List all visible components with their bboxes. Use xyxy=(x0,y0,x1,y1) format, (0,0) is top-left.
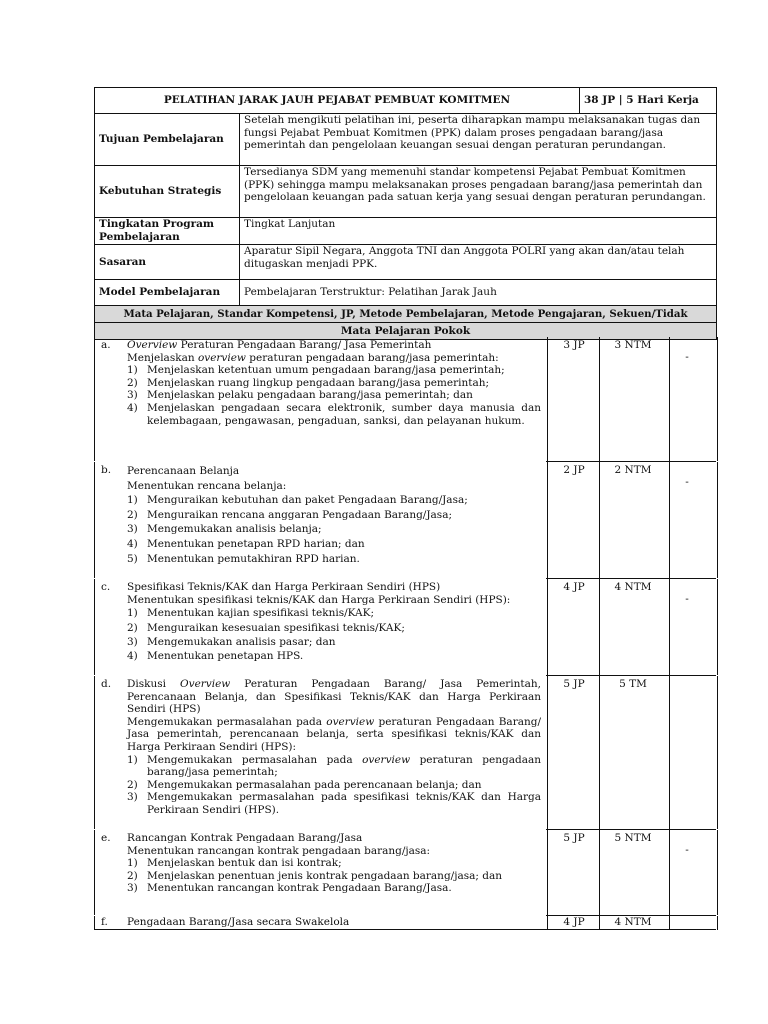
subject-method: 4 NTM xyxy=(614,581,652,593)
list-item: 3) Menjelaskan pelaku pengadaan barang/jasa pemerintah; dan xyxy=(127,389,473,402)
subject-body xyxy=(127,339,541,427)
subject-title: Rancangan Kontrak Pengadaan Barang/Jasa xyxy=(127,832,363,844)
list-item: 3) Mengemukakan analisis pasar; dan xyxy=(127,636,336,648)
list-item: 3) Mengemukakan analisis belanja; xyxy=(127,523,322,536)
subject-row-f xyxy=(94,916,718,930)
subject-jp: 5 JP xyxy=(563,678,585,690)
section-heading: Mata Pelajaran, Standar Kompetensi, JP, Metode Pembelajaran, Metode Pengajaran, Sekuen/Tidak xyxy=(95,306,717,323)
info-label-tingkatan: Tingkatan Program Pembelajaran xyxy=(95,218,240,245)
info-value-kebutuhan: Tersedianya SDM yang memenuhi standar kompetensi Pejabat Pembuat Komitmen (PPK) sehingga mampu melaksanakan proses pengadaan barang/jasa pemerintah dan pengelolaan keuangan pada satuan kerja yang sesuai dengan peraturan perundangan. xyxy=(240,166,717,218)
subject-letter: f. xyxy=(101,916,108,928)
subject-title: Spesifikasi Teknis/KAK dan Harga Perkiraan Sendiri (HPS) xyxy=(127,581,441,593)
info-label-sasaran: Sasaran xyxy=(95,245,240,280)
info-label-kebutuhan: Kebutuhan Strategis xyxy=(95,166,240,218)
subject-sequence: - xyxy=(685,476,689,488)
subject-body xyxy=(127,464,541,566)
list-item: 4) Menentukan penetapan HPS. xyxy=(127,650,304,663)
subject-title: Overview Peraturan Pengadaan Barang/ Jasa Pemerintah xyxy=(127,339,432,351)
list-item: 2) Mengemukakan permasalahan pada perencanaan belanja; dan xyxy=(127,778,482,791)
list-item: 2) Menjelaskan ruang lingkup pengadaan barang/jasa pemerintah; xyxy=(127,376,490,389)
list-item: 2) Menguraikan kesesuaian spesifikasi teknis/KAK; xyxy=(127,621,405,634)
subject-letter: a. xyxy=(101,339,111,351)
subject-method: 2 NTM xyxy=(614,464,652,476)
subject-row-c xyxy=(94,579,718,675)
competency-list xyxy=(127,857,541,895)
list-item: 1) Menentukan kajian spesifikasi teknis/KAK; xyxy=(127,607,375,620)
subject-body xyxy=(127,832,541,895)
list-item: 4) Menjelaskan pengadaan secara elektronik, sumber daya manusia dan kelembagaan, pengawasan, pengaduan, sanksi, dan pelayanan hukum. xyxy=(127,401,541,427)
subject-jp: 5 JP xyxy=(563,832,585,844)
list-item: 1) Menjelaskan ketentuan umum pengadaan barang/jasa pemerintah; xyxy=(127,364,505,377)
subject-sequence: - xyxy=(685,351,689,363)
subject-body xyxy=(127,581,541,664)
list-item: 5) Menentukan pemutakhiran RPD harian. xyxy=(127,552,360,565)
subject-title: Diskusi Overview Peraturan Pengadaan Barang/ Jasa Pemerintah, Perencanaan Belanja, dan Spesifikasi Teknis/KAK dan Harga Perkiraan Sendiri (HPS) xyxy=(127,678,541,716)
list-item: 2) Menjelaskan penentuan jenis kontrak pengadaan barang/jasa; dan xyxy=(127,869,502,882)
info-value-sasaran: Aparatur Sipil Negara, Anggota TNI dan Anggota POLRI yang akan dan/atau telah ditugaskan menjadi PPK. xyxy=(240,245,717,280)
subject-jp: 2 JP xyxy=(563,464,585,476)
subheading-mata-pelajaran-pokok: Mata Pelajaran Pokok xyxy=(95,323,717,340)
list-item: 4) Menentukan penetapan RPD harian; dan xyxy=(127,537,365,550)
subject-letter: b. xyxy=(101,464,112,476)
subject-title: Perencanaan Belanja xyxy=(127,465,240,477)
subject-competency: Menentukan spesifikasi teknis/KAK dan Harga Perkiraan Sendiri (HPS): xyxy=(127,593,511,606)
list-item: 1) Menguraikan kebutuhan dan paket Pengadaan Barang/Jasa; xyxy=(127,494,468,507)
subject-sequence: - xyxy=(685,844,689,856)
competency-list xyxy=(127,606,541,664)
program-info-table xyxy=(94,87,717,340)
info-label-model: Model Pembelajaran xyxy=(95,280,240,306)
competency-list xyxy=(127,493,541,566)
subject-competency: Mengemukakan permasalahan pada overview peraturan Pengadaan Barang/ Jasa pemerintah, perencanaan belanja, serta spesifikasi teknis/KAK dan Harga Perkiraan Sendiri (HPS): xyxy=(127,715,541,753)
subject-row-e xyxy=(94,830,718,915)
program-title: PELATIHAN JARAK JAUH PEJABAT PEMBUAT KOMITMEN xyxy=(95,88,580,114)
subject-body xyxy=(127,916,541,929)
info-value-model: Pembelajaran Terstruktur: Pelatihan Jarak Jauh xyxy=(240,280,717,306)
subject-jp: 4 JP xyxy=(563,581,585,593)
subject-method: 3 NTM xyxy=(614,339,652,351)
subject-competency: Menjelaskan overview peraturan pengadaan barang/jasa pemerintah: xyxy=(127,351,499,364)
subject-jp: 3 JP xyxy=(563,339,585,351)
list-item: 3) Mengemukakan permasalahan pada spesifikasi teknis/KAK dan Harga Perkiraan Sendiri (HPS). xyxy=(127,791,541,816)
subject-sequence: - xyxy=(685,593,689,605)
subject-letter: d. xyxy=(101,678,112,690)
subject-competency: Menentukan rancangan kontrak pengadaan barang/jasa: xyxy=(127,844,431,857)
subject-title: Pengadaan Barang/Jasa secara Swakelola xyxy=(127,916,350,928)
list-item: 1) Menjelaskan bentuk dan isi kontrak; xyxy=(127,857,342,870)
subject-method: 5 TM xyxy=(619,678,647,690)
competency-list xyxy=(127,754,541,817)
subject-body xyxy=(127,678,541,817)
list-item: 3) Menentukan rancangan kontrak Pengadaan Barang/Jasa. xyxy=(127,882,452,895)
subject-row-a xyxy=(94,337,718,461)
list-item: 2) Menguraikan rencana anggaran Pengadaan Barang/Jasa; xyxy=(127,508,452,521)
subject-row-d xyxy=(94,676,718,829)
list-item: 1) Mengemukakan permasalahan pada overview peraturan pengadaan barang/jasa pemerintah; xyxy=(127,753,541,779)
subject-letter: e. xyxy=(101,832,111,844)
subject-method: 4 NTM xyxy=(614,916,652,928)
program-duration: 38 JP | 5 Hari Kerja xyxy=(580,88,717,114)
subject-jp: 4 JP xyxy=(563,916,585,928)
subject-competency: Menentukan rencana belanja: xyxy=(127,479,287,492)
subject-method: 5 NTM xyxy=(614,832,652,844)
info-value-tujuan: Setelah mengikuti pelatihan ini, peserta diharapkan mampu melaksanakan tugas dan fungsi Pejabat Pembuat Komitmen (PPK) dalam proses pengadaan barang/jasa pemerintah dan pengelolaan keuangan sesuai dengan peraturan perundangan. xyxy=(240,114,717,166)
subject-row-b xyxy=(94,462,718,578)
subject-letter: c. xyxy=(101,581,111,593)
info-value-tingkatan: Tingkat Lanjutan xyxy=(240,218,717,245)
competency-list xyxy=(127,364,541,427)
info-label-tujuan: Tujuan Pembelajaran xyxy=(95,114,240,166)
